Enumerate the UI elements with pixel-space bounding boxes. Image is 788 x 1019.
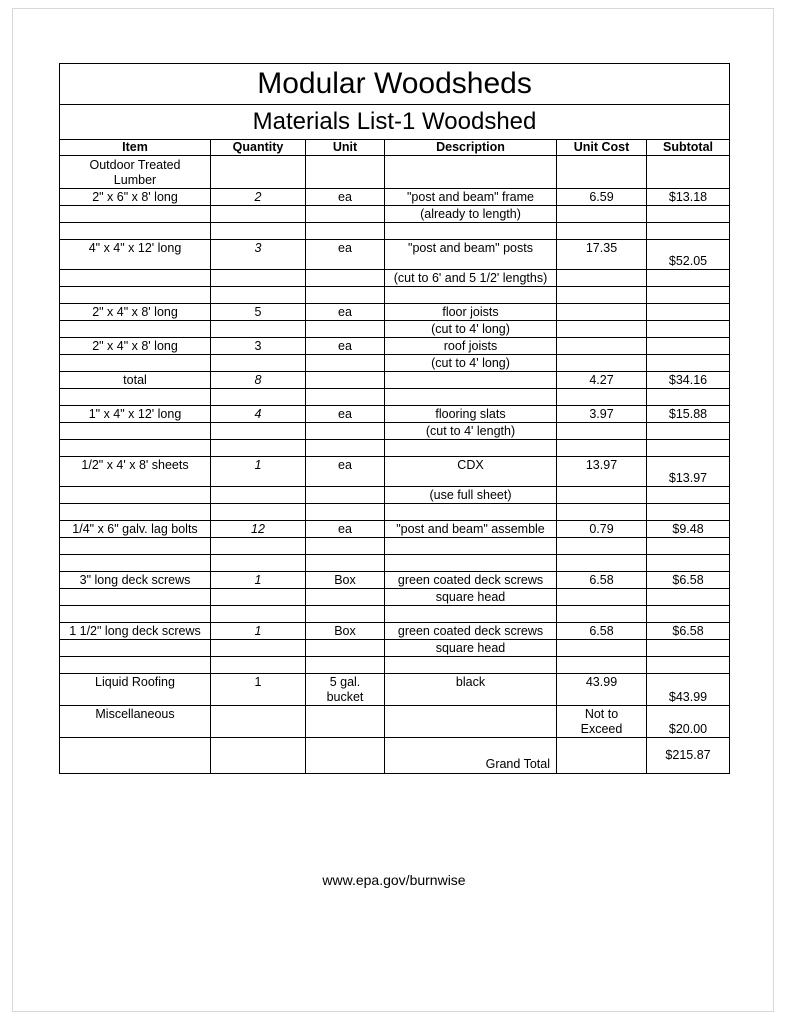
- unit-cost-cell: Not to Exceed: [557, 706, 647, 738]
- quantity-cell: [211, 657, 306, 674]
- description-cell: square head: [385, 589, 557, 606]
- subtotal-cell: [647, 555, 730, 572]
- description-cell: [385, 156, 557, 189]
- table-row: [60, 572, 730, 589]
- unit-cost-cell: 43.99: [557, 674, 647, 706]
- quantity-cell: 1: [211, 674, 306, 706]
- quantity-cell: [211, 389, 306, 406]
- quantity-cell: [211, 156, 306, 189]
- table-row: [60, 355, 730, 372]
- description-cell: black: [385, 674, 557, 706]
- unit-cell: 5 gal. bucket: [306, 674, 385, 706]
- unit-cell: [306, 606, 385, 623]
- page-title: Modular Woodsheds: [60, 64, 730, 105]
- item-cell: [60, 206, 211, 223]
- subtotal-cell: [647, 640, 730, 657]
- quantity-cell: [211, 640, 306, 657]
- unit-cell: ea: [306, 304, 385, 321]
- unit-cost-cell: [557, 538, 647, 555]
- unit-cell: [306, 270, 385, 287]
- unit-cost-cell: 6.58: [557, 623, 647, 640]
- unit-cost-cell: [557, 589, 647, 606]
- table-row: [60, 287, 730, 304]
- description-cell: green coated deck screws: [385, 572, 557, 589]
- table-row: [60, 240, 730, 270]
- unit-cost-cell: [557, 304, 647, 321]
- item-cell: [60, 321, 211, 338]
- unit-cost-cell: [557, 355, 647, 372]
- table-row: [60, 555, 730, 572]
- item-cell: Liquid Roofing: [60, 674, 211, 706]
- item-cell: Outdoor Treated Lumber: [60, 156, 211, 189]
- description-cell: [385, 504, 557, 521]
- table-row: [60, 338, 730, 355]
- item-cell: [60, 504, 211, 521]
- item-cell: 1" x 4" x 12' long: [60, 406, 211, 423]
- unit-cell: [306, 423, 385, 440]
- unit-cost-cell: 17.35: [557, 240, 647, 270]
- subtotal-cell: [647, 287, 730, 304]
- unit-cell: [306, 706, 385, 738]
- item-cell: 4" x 4" x 12' long: [60, 240, 211, 270]
- unit-cell: [306, 223, 385, 240]
- unit-cell: [306, 389, 385, 406]
- item-cell: [60, 223, 211, 240]
- subtotal-cell: [647, 321, 730, 338]
- subtotal-cell: [647, 223, 730, 240]
- quantity-cell: 8: [211, 372, 306, 389]
- item-cell: [60, 440, 211, 457]
- quantity-cell: [211, 355, 306, 372]
- item-cell: 1 1/2" long deck screws: [60, 623, 211, 640]
- table-row: [60, 674, 730, 706]
- unit-cost-cell: [557, 206, 647, 223]
- unit-cell: [306, 440, 385, 457]
- item-cell: Miscellaneous: [60, 706, 211, 738]
- subtotal-cell: $20.00: [647, 706, 730, 738]
- description-cell: flooring slats: [385, 406, 557, 423]
- description-cell: (cut to 4' long): [385, 321, 557, 338]
- description-cell: green coated deck screws: [385, 623, 557, 640]
- unit-cell: Box: [306, 623, 385, 640]
- table-row: [60, 270, 730, 287]
- unit-cost-cell: [557, 338, 647, 355]
- description-cell: [385, 287, 557, 304]
- unit-cost-cell: [557, 223, 647, 240]
- unit-cell: ea: [306, 240, 385, 270]
- item-cell: 1/4" x 6" galv. lag bolts: [60, 521, 211, 538]
- empty-cell: [211, 738, 306, 774]
- empty-cell: [60, 738, 211, 774]
- item-cell: [60, 538, 211, 555]
- unit-cell: [306, 156, 385, 189]
- quantity-cell: 4: [211, 406, 306, 423]
- unit-cell: [306, 372, 385, 389]
- subtotal-cell: $6.58: [647, 572, 730, 589]
- table-row: [60, 372, 730, 389]
- quantity-cell: 2: [211, 189, 306, 206]
- table-row: [60, 640, 730, 657]
- quantity-cell: 3: [211, 338, 306, 355]
- subtotal-cell: $52.05: [647, 240, 730, 270]
- quantity-cell: [211, 555, 306, 572]
- subtotal-cell: [647, 304, 730, 321]
- quantity-cell: [211, 321, 306, 338]
- quantity-cell: 1: [211, 572, 306, 589]
- unit-cell: [306, 555, 385, 572]
- item-cell: [60, 487, 211, 504]
- subtotal-cell: $15.88: [647, 406, 730, 423]
- unit-cell: [306, 504, 385, 521]
- col-header-description: Description: [385, 140, 557, 156]
- description-cell: "post and beam" assemble: [385, 521, 557, 538]
- quantity-cell: 3: [211, 240, 306, 270]
- unit-cost-cell: [557, 321, 647, 338]
- subtotal-cell: $43.99: [647, 674, 730, 706]
- subtotal-cell: [647, 206, 730, 223]
- unit-cell: [306, 589, 385, 606]
- description-cell: [385, 538, 557, 555]
- unit-cost-cell: [557, 640, 647, 657]
- unit-cell: ea: [306, 338, 385, 355]
- subtotal-cell: $34.16: [647, 372, 730, 389]
- table-row: [60, 504, 730, 521]
- description-cell: square head: [385, 640, 557, 657]
- unit-cost-cell: [557, 606, 647, 623]
- grand-total-label: Grand Total: [385, 738, 557, 774]
- table-row: [60, 589, 730, 606]
- subtotal-cell: [647, 657, 730, 674]
- table-row: [60, 538, 730, 555]
- description-cell: [385, 389, 557, 406]
- item-cell: total: [60, 372, 211, 389]
- unit-cost-cell: [557, 287, 647, 304]
- quantity-cell: [211, 504, 306, 521]
- quantity-cell: [211, 206, 306, 223]
- empty-cell: [306, 738, 385, 774]
- quantity-cell: [211, 440, 306, 457]
- item-cell: [60, 555, 211, 572]
- subtotal-cell: [647, 355, 730, 372]
- subtotal-cell: [647, 538, 730, 555]
- unit-cell: [306, 321, 385, 338]
- item-cell: [60, 355, 211, 372]
- table-row: [60, 706, 730, 738]
- col-header-quantity: Quantity: [211, 140, 306, 156]
- table-row: [60, 156, 730, 189]
- subtotal-cell: [647, 487, 730, 504]
- materials-table: [59, 63, 730, 774]
- table-row: [60, 189, 730, 206]
- description-cell: floor joists: [385, 304, 557, 321]
- col-header-unit: Unit: [306, 140, 385, 156]
- unit-cost-cell: 4.27: [557, 372, 647, 389]
- table-row: [60, 457, 730, 487]
- table-row: [60, 321, 730, 338]
- item-cell: 2" x 6" x 8' long: [60, 189, 211, 206]
- table-row: [60, 657, 730, 674]
- item-cell: [60, 657, 211, 674]
- quantity-cell: [211, 606, 306, 623]
- table-row: [60, 304, 730, 321]
- quantity-cell: 12: [211, 521, 306, 538]
- description-cell: [385, 657, 557, 674]
- quantity-cell: [211, 423, 306, 440]
- subtotal-cell: $13.18: [647, 189, 730, 206]
- description-cell: (cut to 6' and 5 1/2' lengths): [385, 270, 557, 287]
- description-cell: "post and beam" frame: [385, 189, 557, 206]
- unit-cost-cell: [557, 555, 647, 572]
- unit-cell: [306, 538, 385, 555]
- col-header-subtotal: Subtotal: [647, 140, 730, 156]
- description-cell: (use full sheet): [385, 487, 557, 504]
- description-cell: [385, 706, 557, 738]
- unit-cell: Box: [306, 572, 385, 589]
- unit-cost-cell: [557, 270, 647, 287]
- table-row: [60, 440, 730, 457]
- unit-cost-cell: [557, 156, 647, 189]
- unit-cost-cell: [557, 440, 647, 457]
- item-cell: 2" x 4" x 8' long: [60, 338, 211, 355]
- subtotal-cell: $9.48: [647, 521, 730, 538]
- unit-cell: ea: [306, 406, 385, 423]
- unit-cost-cell: 3.97: [557, 406, 647, 423]
- item-cell: 1/2" x 4' x 8' sheets: [60, 457, 211, 487]
- quantity-cell: [211, 287, 306, 304]
- item-cell: [60, 589, 211, 606]
- subtotal-cell: [647, 423, 730, 440]
- item-cell: 2" x 4" x 8' long: [60, 304, 211, 321]
- unit-cost-cell: [557, 389, 647, 406]
- unit-cell: [306, 657, 385, 674]
- footer-url: www.epa.gov/burnwise: [322, 872, 466, 888]
- quantity-cell: 1: [211, 623, 306, 640]
- unit-cost-cell: 13.97: [557, 457, 647, 487]
- item-cell: [60, 423, 211, 440]
- item-cell: [60, 270, 211, 287]
- grand-total-row: [60, 738, 730, 774]
- subtotal-cell: $13.97: [647, 457, 730, 487]
- unit-cost-cell: 0.79: [557, 521, 647, 538]
- item-cell: [60, 389, 211, 406]
- description-cell: "post and beam" posts: [385, 240, 557, 270]
- item-cell: 3" long deck screws: [60, 572, 211, 589]
- description-cell: [385, 372, 557, 389]
- subtotal-cell: [647, 156, 730, 189]
- subtotal-cell: [647, 589, 730, 606]
- quantity-cell: [211, 487, 306, 504]
- subtotal-cell: [647, 338, 730, 355]
- item-cell: [60, 640, 211, 657]
- description-cell: CDX: [385, 457, 557, 487]
- subtotal-cell: [647, 270, 730, 287]
- subtotal-cell: [647, 389, 730, 406]
- quantity-cell: [211, 538, 306, 555]
- description-cell: [385, 223, 557, 240]
- grand-total-value: $215.87: [647, 738, 730, 774]
- unit-cell: [306, 487, 385, 504]
- description-cell: [385, 606, 557, 623]
- unit-cost-cell: 6.58: [557, 572, 647, 589]
- table-row: [60, 521, 730, 538]
- table-row: [60, 606, 730, 623]
- subtotal-cell: $6.58: [647, 623, 730, 640]
- table-row: [60, 406, 730, 423]
- unit-cell: [306, 355, 385, 372]
- unit-cost-cell: 6.59: [557, 189, 647, 206]
- subtotal-cell: [647, 440, 730, 457]
- description-cell: roof joists: [385, 338, 557, 355]
- unit-cell: ea: [306, 521, 385, 538]
- subtotal-cell: [647, 606, 730, 623]
- table-row: [60, 487, 730, 504]
- page-subtitle: Materials List-1 Woodshed: [60, 105, 730, 140]
- col-header-unit-cost: Unit Cost: [557, 140, 647, 156]
- empty-cell: [557, 738, 647, 774]
- unit-cell: ea: [306, 189, 385, 206]
- unit-cost-cell: [557, 657, 647, 674]
- description-cell: (cut to 4' length): [385, 423, 557, 440]
- quantity-cell: [211, 223, 306, 240]
- table-row: [60, 389, 730, 406]
- subtotal-cell: [647, 504, 730, 521]
- table-row: [60, 423, 730, 440]
- quantity-cell: 1: [211, 457, 306, 487]
- quantity-cell: [211, 589, 306, 606]
- description-cell: [385, 440, 557, 457]
- quantity-cell: [211, 270, 306, 287]
- unit-cost-cell: [557, 504, 647, 521]
- unit-cost-cell: [557, 487, 647, 504]
- description-cell: [385, 555, 557, 572]
- unit-cell: ea: [306, 457, 385, 487]
- table-row: [60, 223, 730, 240]
- unit-cell: [306, 640, 385, 657]
- unit-cell: [306, 206, 385, 223]
- item-cell: [60, 287, 211, 304]
- unit-cost-cell: [557, 423, 647, 440]
- quantity-cell: [211, 706, 306, 738]
- item-cell: [60, 606, 211, 623]
- quantity-cell: 5: [211, 304, 306, 321]
- description-cell: (already to length): [385, 206, 557, 223]
- unit-cell: [306, 287, 385, 304]
- table-row: [60, 206, 730, 223]
- col-header-item: Item: [60, 140, 211, 156]
- table-row: [60, 623, 730, 640]
- description-cell: (cut to 4' long): [385, 355, 557, 372]
